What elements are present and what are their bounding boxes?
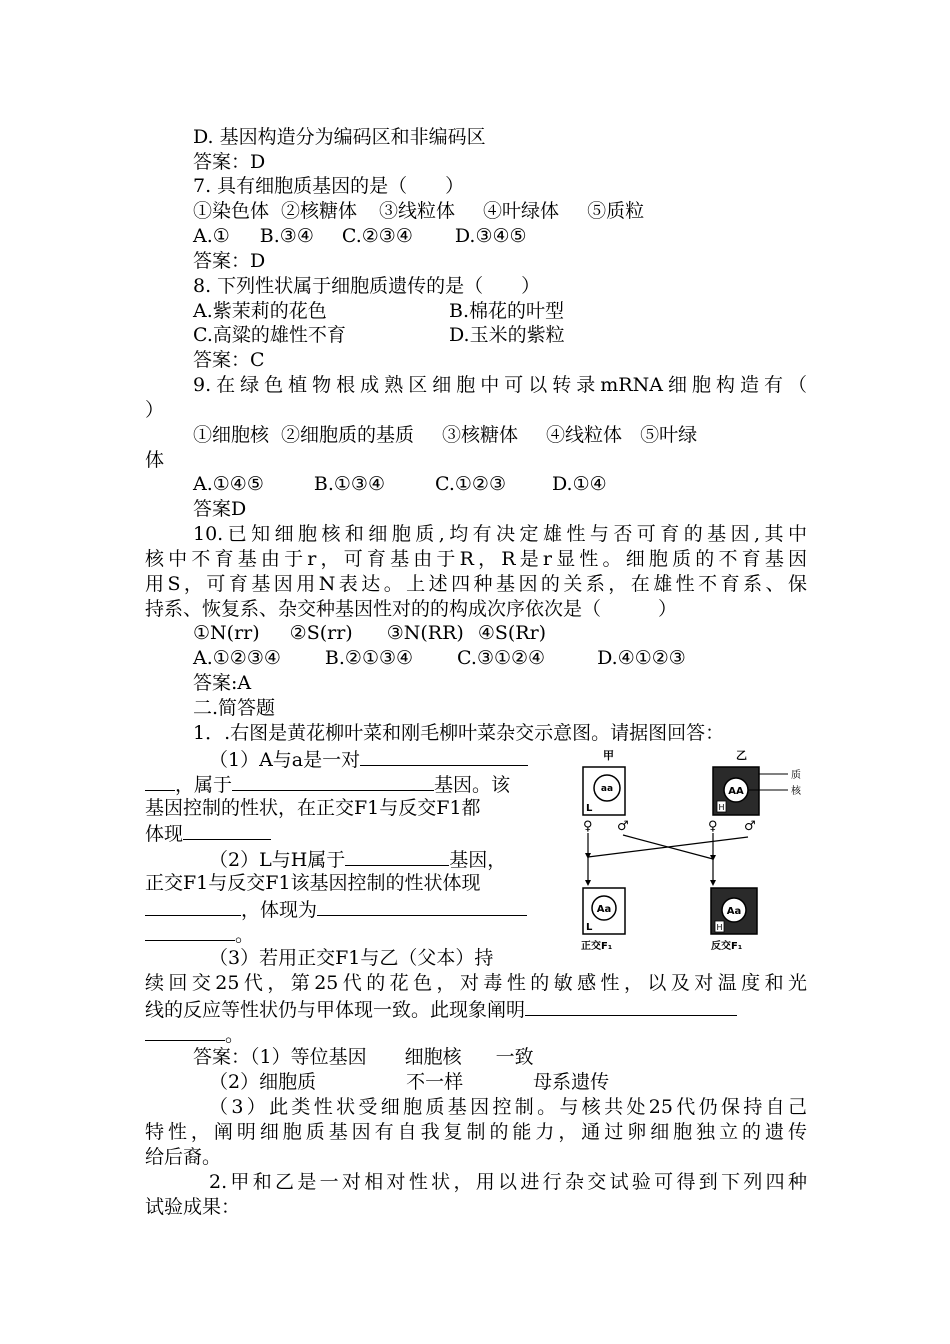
option: D.④①②③ <box>597 647 686 669</box>
question-10-l2: 核中不育基由于r，可育基由于R，R是r显性。细胞质的不育基因 <box>145 548 807 570</box>
option: D.①④ <box>551 473 607 495</box>
blank <box>145 896 241 916</box>
item: ②S(rr) <box>289 622 353 644</box>
blank <box>145 771 175 791</box>
label-yi: 乙 <box>736 749 747 762</box>
question-10-items <box>193 621 855 645</box>
genotype-Aa: Aa <box>726 906 742 917</box>
blank <box>232 771 434 791</box>
option: D.玉米的紫粒 <box>449 324 565 346</box>
blank <box>317 896 527 916</box>
question-8-options-cd <box>193 323 855 347</box>
blank <box>183 820 271 840</box>
label-cytoplasm: 质 <box>791 770 801 781</box>
question-8: 8. 下列性状属于细胞质遗传的是（ ） <box>193 275 541 297</box>
q3-text: 线的反应等性状仍与甲体现一致。此现象阐明 <box>145 999 526 1021</box>
item: ③N(RR) <box>386 622 464 644</box>
item: ①细胞核 <box>193 424 270 446</box>
option: C.①②③ <box>434 473 506 495</box>
question-7: 7. 具有细胞质基因的是（ ） <box>193 175 465 197</box>
option: B.①③④ <box>313 473 385 495</box>
q2-text: 基因， <box>449 849 507 871</box>
q1-text: ，属于 <box>175 774 233 796</box>
q3-line1: （3）若用正交F1与乙（父本）持 <box>209 947 494 969</box>
label-nucleus: 核 <box>791 786 801 797</box>
item: ②核糖体 <box>281 200 358 222</box>
q1-line3: 基因控制的性状，在正交F1与反交F1都 <box>145 797 481 819</box>
label-H: H <box>718 803 725 812</box>
blank <box>145 921 235 941</box>
label-H: H <box>716 923 723 932</box>
q1-text: 基因。该 <box>434 774 511 796</box>
answer-part: （2）细胞质 <box>209 1071 317 1093</box>
answer-q1 <box>193 1045 855 1069</box>
item: ⑤叶绿 <box>640 424 698 446</box>
item: ④线粒体 <box>546 424 623 446</box>
answer-part: 不一样 <box>406 1071 464 1093</box>
answer-q3-l3: 给后裔。 <box>145 1146 222 1168</box>
female-icon: ♀ <box>583 819 593 834</box>
male-icon: ♂ <box>744 819 756 834</box>
label-fanjiao-f1: 反交F₁ <box>711 941 743 952</box>
short-question-2-cont: 试验成果： <box>145 1196 241 1218</box>
q1-text: （1）A与a是一对 <box>209 749 361 771</box>
q1-text: 体现 <box>145 823 184 845</box>
genotype-Aa: Aa <box>596 904 612 915</box>
hybrid-cross-diagram <box>573 747 805 957</box>
option: A.①④⑤ <box>193 473 264 495</box>
question-9: 9.在绿色植物根成熟区细胞中可以转录mRNA细胞构造有（ <box>193 374 807 396</box>
question-9-items-cont: 体 <box>145 449 165 471</box>
q3-text: 。 <box>225 1024 245 1046</box>
item: ⑤质粒 <box>587 200 645 222</box>
item: ④叶绿体 <box>483 200 560 222</box>
option: D.③④⑤ <box>454 225 527 247</box>
short-question-1: 1．.右图是黄花柳叶菜和刚毛柳叶菜杂交示意图。请据图回答： <box>193 722 725 744</box>
blank <box>360 746 528 766</box>
question-10-options <box>193 646 855 670</box>
item: ①染色体 <box>193 200 270 222</box>
answer-part: 母系遗传 <box>533 1071 610 1093</box>
item: ④S(Rr) <box>477 622 547 644</box>
label-jia: 甲 <box>603 749 614 762</box>
label-L: L <box>586 803 593 814</box>
option: C.③①②④ <box>457 647 546 669</box>
answer-q3-l2: 特性，阐明细胞质基因有自我复制的能力，通过卵细胞独立的遗传 <box>145 1121 807 1143</box>
genotype-AA: AA <box>728 786 744 797</box>
option: A.紫茉莉的花色 <box>193 300 327 322</box>
answer-q2 <box>209 1070 871 1094</box>
question-9-options <box>193 472 855 496</box>
option-d-line: D. 基因构造分为编码区和非编码区 <box>193 126 486 148</box>
item: ②细胞质的基质 <box>281 424 415 446</box>
option: B.②①③④ <box>324 647 414 669</box>
option: B.③④ <box>259 225 314 247</box>
option: A.① <box>193 225 230 247</box>
answer-8: 答案：C <box>193 349 265 371</box>
option: B.棉花的叶型 <box>449 300 565 322</box>
option: C.②③④ <box>341 225 413 247</box>
q2-text: 。 <box>235 924 255 946</box>
option: A.①②③④ <box>193 647 281 669</box>
q3-line4 <box>145 1021 807 1047</box>
genotype-aa: aa <box>600 784 614 794</box>
answer-q3-l1: （3）此类性状受细胞质基因控制。与核共处25代仍保持自己 <box>209 1096 807 1118</box>
answer-6: 答案：D <box>193 151 266 173</box>
question-9-items <box>193 423 855 447</box>
blank <box>345 846 449 866</box>
label-zhengjiao-f1: 正交F₁ <box>581 941 613 952</box>
question-10-l3: 用S，可育基因用N表达。上述四种基因的关系，在雄性不育系、保 <box>145 573 807 595</box>
answer-part: 一致 <box>495 1046 534 1068</box>
male-icon: ♂ <box>617 819 629 834</box>
question-8-options-ab <box>193 299 855 323</box>
question-10: 10.已知细胞核和细胞质,均有决定雄性与否可育的基因,其中 <box>193 523 807 545</box>
q3-line2: 续回交25代，第25代的花色，对毒性的敏感性，以及对温度和光 <box>145 972 807 994</box>
item: ③核糖体 <box>442 424 519 446</box>
question-7-items <box>193 199 855 223</box>
q3-line3 <box>145 996 807 1022</box>
item: ①N(rr) <box>193 622 260 644</box>
answer-part: 细胞核 <box>404 1046 462 1068</box>
blank <box>145 1021 225 1041</box>
label-L: L <box>586 922 593 933</box>
item: ③线粒体 <box>379 200 456 222</box>
female-icon: ♀ <box>708 819 718 834</box>
short-question-2: 2.甲和乙是一对相对性状，用以进行杂交试验可得到下列四种 <box>209 1171 807 1193</box>
q2-text: （2）L与H属于 <box>209 849 346 871</box>
q2-line2: 正交F1与反交F1该基因控制的性状体现 <box>145 872 481 894</box>
answer-9: 答案D <box>193 498 247 520</box>
blank <box>525 996 737 1016</box>
q2-text: ，体现为 <box>241 899 318 921</box>
option: C.高粱的雄性不育 <box>193 324 346 346</box>
section-heading: 二.简答题 <box>193 697 276 719</box>
answer-7: 答案：D <box>193 250 266 272</box>
answer-part: 答案：（1）等位基因 <box>193 1046 367 1068</box>
question-10-l4: 持系、恢复系、杂交种基因性对的的构成次序依次是（ ） <box>145 598 678 620</box>
question-9-cont: ） <box>145 399 165 421</box>
answer-10: 答案:A <box>193 672 252 694</box>
question-7-options <box>193 224 855 248</box>
